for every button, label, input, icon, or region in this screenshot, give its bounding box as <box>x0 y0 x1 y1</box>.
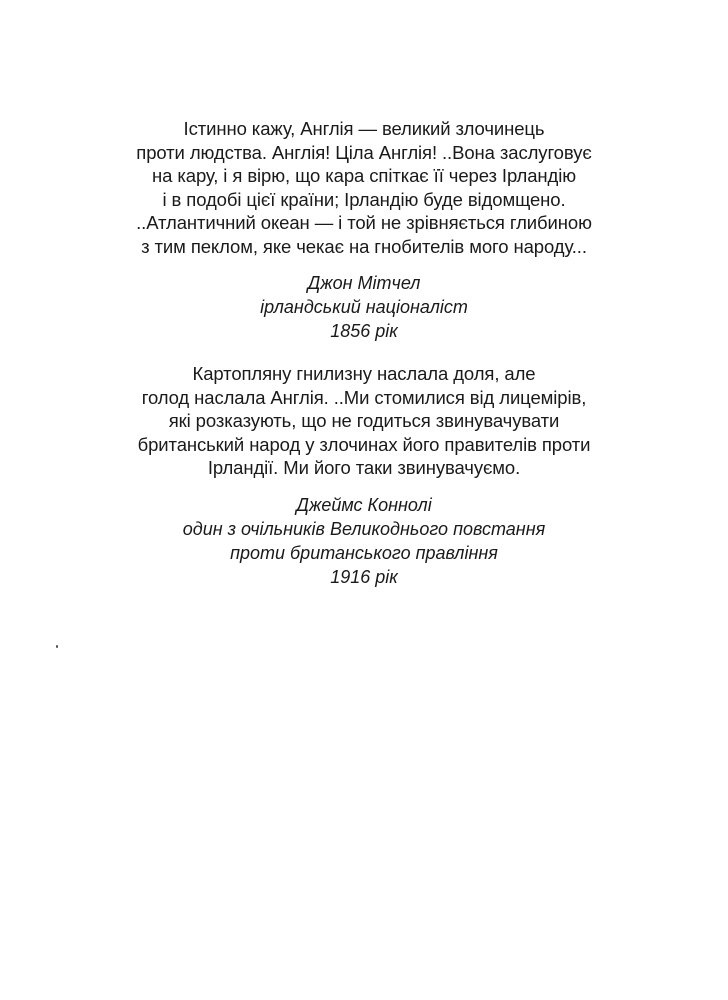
quote-line: Картопляну гнилизну наслала доля, але <box>192 363 536 384</box>
scan-speck <box>56 645 58 648</box>
quote-line: голод наслала Англія. ..Ми стомилися від лицемірів, <box>141 386 587 408</box>
attribution-year: 1856 рік <box>330 321 398 341</box>
quote-line: Ірландії. Ми його таки звинувачуємо. <box>207 457 521 478</box>
attribution-role: один з очільників Великоднього повстання <box>182 519 546 539</box>
attribution-year: 1916 рік <box>330 567 398 587</box>
quote-line: на кару, і я вірю, що кара спіткає її через Ірландію <box>152 165 576 186</box>
quote-line: які розказують, що не годиться звинувачувати <box>168 410 560 431</box>
attribution-role: проти британського правління <box>230 543 498 563</box>
quote-line: ..Атлантичний океан — і той не зрівняється глибиною <box>136 212 592 233</box>
attribution-mitchel <box>0 271 728 343</box>
quote-line: проти людства. Англія! Ціла Англія! ..Вона заслуговує <box>136 141 592 163</box>
quote-mitchel <box>0 117 728 258</box>
attribution-author: Джон Мітчел <box>307 273 421 293</box>
attribution-role: ірландський націоналіст <box>260 297 468 317</box>
quote-line: британський народ у злочинах його правителів проти <box>137 433 591 455</box>
quote-connolly <box>0 362 728 480</box>
attribution-author: Джеймс Коннолі <box>296 495 432 515</box>
attribution-connolly <box>0 493 728 589</box>
quote-line: і в подобі цієї країни; Ірландію буде відомщено. <box>162 188 566 210</box>
quote-line: з тим пеклом, яке чекає на гнобителів мого народу... <box>141 235 587 257</box>
quote-line: Істинно кажу, Англія — великий злочинець <box>183 118 545 139</box>
